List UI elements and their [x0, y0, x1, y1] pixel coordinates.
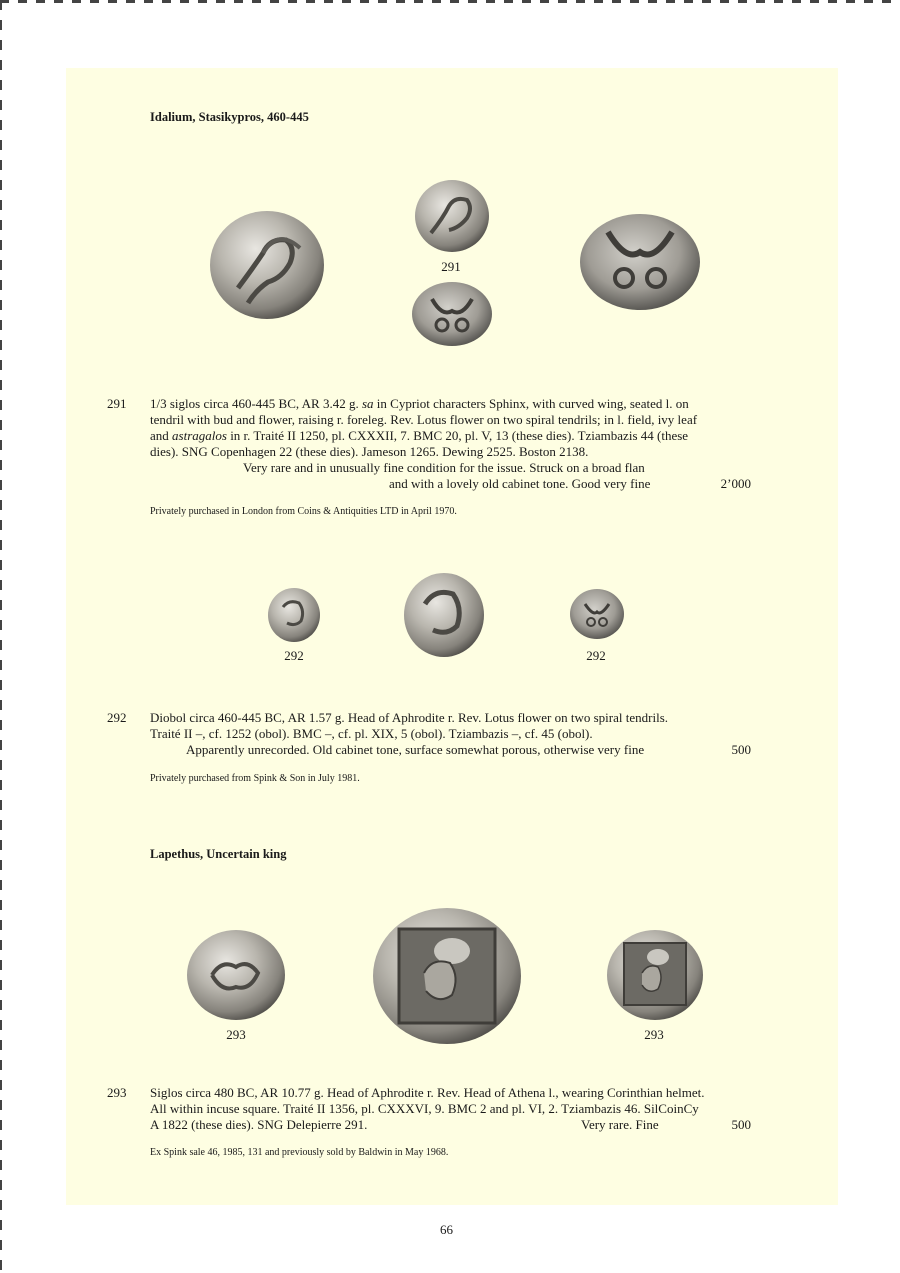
provenance-291: Privately purchased in London from Coins & Antiquities LTD in April 1970. — [150, 506, 457, 517]
condition-line: and with a lovely old cabinet tone. Good very fine — [389, 476, 651, 491]
description-text: in r. Traité II 1250, pl. CXXXII, 7. BMC 20, pl. V, 13 (these dies). Tziambazis 44 (these — [226, 428, 689, 443]
description-line: dies). SNG Copenhagen 22 (these dies). Jameson 1265. Dewing 2525. Boston 2138. — [150, 444, 589, 459]
description-italic: sa — [361, 396, 374, 411]
lot-number-291: 291 — [107, 396, 127, 411]
section-heading-idalium: Idalium, Stasikypros, 460-445 — [150, 110, 309, 124]
coin-293-obverse — [186, 929, 286, 1021]
coin-label-293: 293 — [644, 1027, 664, 1042]
lot-description-291 — [150, 396, 751, 460]
description-italic: astragalos — [172, 428, 227, 443]
coin-293-reverse-large — [372, 907, 522, 1045]
page-number: 66 — [440, 1222, 453, 1237]
condition-line: Apparently unrecorded. Old cabinet tone, surface somewhat porous, otherwise very fine — [186, 742, 645, 757]
lot-number-292: 292 — [107, 710, 127, 725]
coin-label-291: 291 — [441, 259, 461, 274]
description-line — [150, 428, 751, 444]
coin-291-reverse-large — [578, 212, 702, 312]
description-line: Diobol circa 460-445 BC, AR 1.57 g. Head of Aphrodite r. Rev. Lotus flower on two spiral tendrils. — [150, 710, 669, 725]
coin-292-obverse — [267, 587, 321, 643]
coin-291-obverse-large — [208, 208, 326, 322]
description-line: A 1822 (these dies). SNG Delepierre 291. — [150, 1117, 368, 1132]
description-line: tendril with bud and flower, raising r. foreleg. Rev. Lotus flower on two spiral tendrils; in l. field, ivy leaf — [150, 412, 698, 427]
coin-label-292: 292 — [586, 648, 606, 663]
estimate-price-292: 500 — [731, 742, 751, 757]
coin-293-reverse — [606, 929, 704, 1021]
provenance-293: Ex Spink sale 46, 1985, 131 and previously sold by Baldwin in May 1968. — [150, 1147, 449, 1158]
estimate-price-293: 500 — [731, 1117, 751, 1132]
description-line: Siglos circa 480 BC, AR 10.77 g. Head of Aphrodite r. Rev. Head of Athena l., wearing Corinthian helmet. — [150, 1085, 705, 1100]
cut-border-top — [0, 0, 900, 3]
coin-292-obverse-large — [403, 572, 485, 658]
estimate-price-291: 2’000 — [720, 476, 751, 491]
coin-291-obverse — [413, 178, 491, 254]
description-line: Traité II –, cf. 1252 (obol). BMC –, cf. pl. XIX, 5 (obol). Tziambazis –, cf. 45 (obol). — [150, 726, 593, 741]
condition-line: Very rare and in unusually fine condition for the issue. Struck on a broad flan — [243, 460, 645, 475]
description-text: in Cypriot characters Sphinx, with curved wing, seated l. on — [373, 396, 689, 411]
description-text: and — [150, 428, 173, 443]
description-text: 1/3 siglos circa 460-445 BC, AR 3.42 g. — [150, 396, 359, 411]
cut-border-left — [0, 0, 2, 1273]
coin-label-293: 293 — [226, 1027, 246, 1042]
lot-description-293 — [150, 1085, 751, 1133]
lot-number-293: 293 — [107, 1085, 127, 1100]
coin-label-292: 292 — [284, 648, 304, 663]
section-heading-lapethus: Lapethus, Uncertain king — [150, 847, 287, 861]
coin-292-reverse — [569, 588, 625, 640]
provenance-292: Privately purchased from Spink & Son in July 1981. — [150, 773, 360, 784]
description-line: All within incuse square. Traité II 1356, pl. CXXXVI, 9. BMC 2 and pl. VI, 2. Tziambazis 46. SilCoinCy — [150, 1101, 699, 1116]
lot-description-292 — [150, 710, 751, 742]
description-line — [150, 396, 751, 412]
coin-291-reverse — [410, 281, 494, 347]
condition-line: Very rare. Fine — [581, 1117, 659, 1132]
